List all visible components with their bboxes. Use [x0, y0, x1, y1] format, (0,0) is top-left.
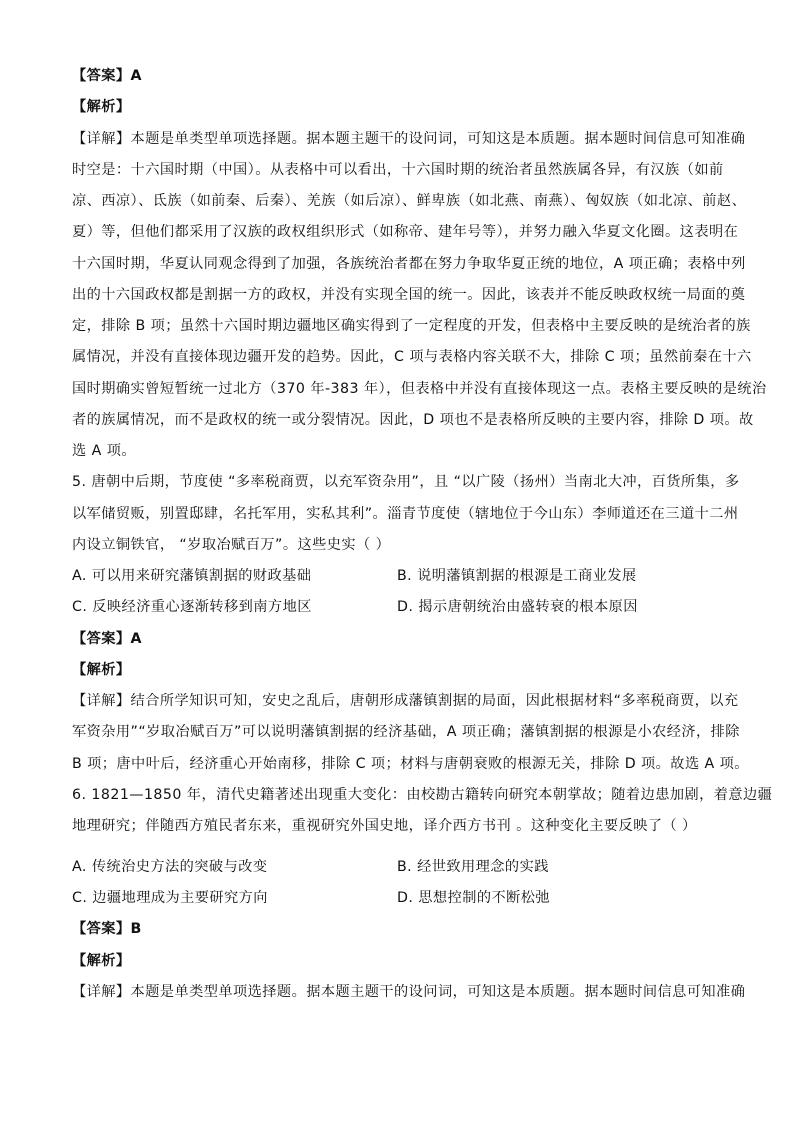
- explanation-line: 定，排除 B 项；虽然十六国时期边疆地区确实得到了一定程度的开发，但表格中主要反映的是统治者的族: [72, 318, 751, 334]
- question-6-option-a: A. 传统治史方法的突破与改变: [72, 859, 268, 875]
- analysis-label: 【解析】: [72, 99, 131, 115]
- answer-label: 【答案】A: [72, 68, 142, 84]
- question-6-option-c: C. 边疆地理成为主要研究方向: [72, 890, 268, 906]
- answer-label: 【答案】B: [72, 921, 142, 937]
- explanation-line: 军资杂用”“岁取冶赋百万”可以说明藩镇割据的经济基础，A 项正确；藩镇割据的根源是小农经济，排除: [72, 724, 740, 740]
- answer-label: 【答案】A: [72, 631, 142, 647]
- question-6-stem: 6. 1821—1850 年，清代史籍著述出现重大变化：由校勘古籍转向研究本朝掌故；随着边患加剧，着意边疆: [72, 787, 773, 803]
- explanation-line: 出的十六国政权都是割据一方的政权，并没有实现全国的统一。因此，该表并不能反映政权统一局面的奠: [72, 287, 746, 303]
- question-5-option-a: A. 可以用来研究藩镇割据的财政基础: [72, 568, 312, 584]
- explanation-line: 选 A 项。: [72, 443, 136, 459]
- explanation-line: 夏）等，但他们都采用了汉族的政权组织形式（如称帝、建年号等），并努力融入华夏文化圈。这表明在: [72, 224, 739, 240]
- question-5-stem: 以军储贸贩，别置邸肆，名托军用，实私其利”。淄青节度使（辖地位于今山东）李师道还在三道十二州: [72, 506, 739, 522]
- question-5-option-c: C. 反映经济重心逐渐转移到南方地区: [72, 599, 312, 615]
- explanation-line: 者的族属情况，而不是政权的统一或分裂情况。因此，D 项也不是表格所反映的主要内容，排除 D 项。故: [72, 412, 754, 428]
- explanation-line: 凉、西凉）、氐族（如前秦、后秦）、羌族（如后凉）、鲜卑族（如北燕、南燕）、匈奴族（如北凉、前赵、: [72, 193, 747, 209]
- question-5-option-b: B. 说明藩镇割据的根源是工商业发展: [397, 568, 637, 584]
- explanation-line: 国时期确实曾短暂统一过北方（370 年-383 年），但表格中并没有直接体现这一点。表格主要反映的是统治: [72, 381, 767, 397]
- analysis-label: 【解析】: [72, 662, 131, 678]
- question-5-stem: 5. 唐朝中后期，节度使 “多率税商贾，以充军资杂用”，且 “以广陵（扬州）当南北大冲，百货所集，多: [72, 474, 740, 490]
- analysis-label: 【解析】: [72, 953, 131, 969]
- explanation-line: 【详解】本题是单类型单项选择题。据本题主题干的设问词，可知这是本质题。据本题时间信息可知准确: [72, 984, 746, 1000]
- explanation-line: 时空是：十六国时期（中国）。从表格中可以看出，十六国时期的统治者虽然族属各异，有汉族（如前: [72, 162, 724, 178]
- question-5-stem: 内设立铜铁官， “岁取冶赋百万”。这些史实（ ）: [72, 537, 391, 553]
- explanation-line: 【详解】本题是单类型单项选择题。据本题主题干的设问词，可知这是本质题。据本题时间信息可知准确: [72, 131, 746, 147]
- question-6-option-d: D. 思想控制的不断松弛: [397, 890, 551, 906]
- explanation-line: B 项；唐中叶后，经济重心开始南移，排除 C 项；材料与唐朝衰败的根源无关，排除 D 项。故选 A 项。: [72, 756, 749, 772]
- question-5-option-d: D. 揭示唐朝统治由盛转衰的根本原因: [397, 599, 638, 615]
- explanation-line: 属情况，并没有直接体现边疆开发的趋势。因此，C 项与表格内容关联不大，排除 C 项；虽然前秦在十六: [72, 349, 752, 365]
- explanation-line: 【详解】结合所学知识可知，安史之乱后，唐朝形成藩镇割据的局面，因此根据材料“多率税商贾，以充: [72, 693, 739, 709]
- question-6-option-b: B. 经世致用理念的实践: [397, 859, 549, 875]
- explanation-line: 十六国时期，华夏认同观念得到了加强，各族统治者都在努力争取华夏正统的地位，A 项正确；表格中列: [72, 256, 746, 272]
- question-6-stem: 地理研究；伴随西方殖民者东来，重视研究外国史地，译介西方书刊 。这种变化主要反映了（ ）: [72, 818, 697, 834]
